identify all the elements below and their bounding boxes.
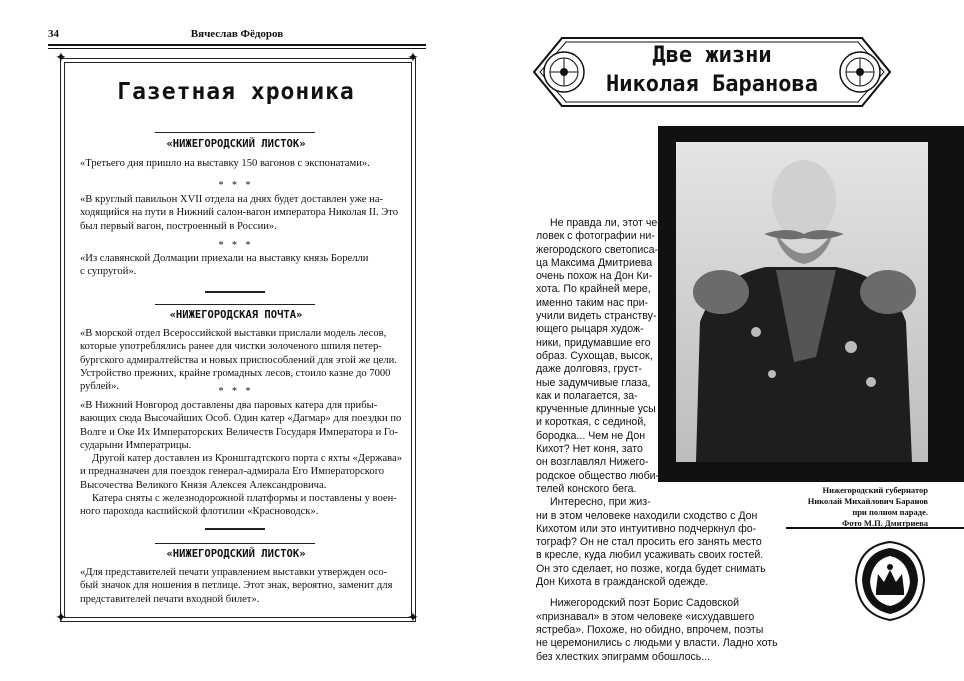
separator-stars: * * *: [218, 240, 254, 251]
page-number: 34: [48, 28, 59, 40]
source-heading: «НИЖЕГОРОДСКИЙ ЛИСТОК»: [166, 138, 306, 150]
running-author: Вячеслав Фёдоров: [190, 28, 284, 40]
source-heading: «НИЖЕГОРОДСКИЙ ЛИСТОК»: [166, 548, 306, 560]
source-rule: [155, 304, 315, 305]
chapter-banner: [532, 36, 892, 108]
chronicle-paragraph: «Третьего дня пришло на выставку 150 вагонов с экспонатами».: [80, 158, 370, 169]
divider-ornament: [205, 528, 265, 530]
chapter-title-line1: Две жизни: [652, 43, 772, 68]
chronicle-paragraph: «Для представителей печати управлением выставки утвержден осо- бый значок для ношения в петлице. Этот знак, вероятно, заменит для представителей печати входной билет».: [80, 567, 393, 605]
caption-rule: [786, 527, 964, 529]
corner-ornament-icon: ✦: [55, 611, 67, 626]
chronicle-paragraph: «Из славянской Долмации приехали на выставку князь Борелли с супругой».: [80, 253, 369, 278]
crown-emblem-icon: [852, 540, 928, 622]
photo-caption: Нижегородский губернатор Николай Михайлович Баранов при полном параде. Фото М.П. Дмитриева: [807, 485, 928, 528]
source-rule: [155, 543, 315, 544]
section-title: Газетная хроника: [117, 79, 355, 105]
chronicle-paragraph: «В круглый павильон XVII отдела на днях будет доставлен уже на- ходящийся на пути в Нижний салон-вагон императора Николая II. Это был первый вагон, построенный в России».: [80, 194, 399, 232]
header-rule: [48, 44, 426, 46]
source-rule: [155, 132, 315, 133]
corner-ornament-icon: ✦: [407, 51, 419, 66]
chronicle-paragraph: «В Нижний Новгород доставлены два паровых катера для прибы- вающих сюда Высочайших Особ. Один катер «Дагмар» для поездки по Волге и Оке Их Императорских Величеств Государя Императора и Го- сударыни Императрицы. Другой катер доставлен из Кронштадтского порта с яхты «Держава» и предназначен для поездок генерал-адмирала Его Императорского Высочества Великого Князя Алексея Александровича. Катера сняты с железнодорожной платформы и поставлены у воен- ного парохода каспийской флотилии «Красноводск».: [80, 400, 403, 518]
corner-ornament-icon: ✦: [407, 611, 419, 626]
separator-stars: * * *: [218, 180, 254, 191]
corner-ornament-icon: ✦: [55, 51, 67, 66]
header-rule-thin: [48, 48, 426, 49]
divider-ornament: [205, 291, 265, 293]
chapter-title-line2: Николая Баранова: [606, 72, 818, 97]
source-heading: «НИЖЕГОРОДСКАЯ ПОЧТА»: [169, 309, 303, 321]
running-header: [48, 18, 426, 46]
separator-stars: * * *: [218, 386, 254, 397]
chronicle-paragraph: «В морской отдел Всероссийской выставки прислали модель лесов, которые употреблялись ранее для чистки золоченого шпиля петер- бургского адмиралтейства и новых приспособлений для этой же цели. Устройство прежних, крайне громадных лесов, стоило казне до 7000 рублей».: [80, 328, 397, 393]
article-body: Не правда ли, этот че- ловек с фотографии ни- жегородского светописа- ца Максима Дмитриева очень похож на Дон Ки- хота. По крайней мере, именно таким нас при- учили видеть странству- ющего рыцаря худож- ники, придумавшие его образ. Сухощав, высок, даже долговяз, груст- ные задумчивые глаза, как и полагается, за- крученные длинные усы и короткая, с сединой, бородка... Чем не Дон Кихот? Нет коня, зато он возглавлял Нижего- родское общество люби- телей конского бега. Интересно, при жиз- ни в этом человеке находили сходство с Дон Кихотом или это интуитивно подчеркнул фо- тограф? Он не стал просить его занять место в кресле, куда любил усаживать своих гостей. Он это сделает, но позже, когда будет снимать Дон Кихота в гражданской одежде. Нижегородский поэт Борис Садовской «признавал» в этом человеке «исхудавшего ястреба». Похоже, но обидно, впрочем, поэты не церемонились с людьми у власти. Ладно хоть без хлестких эпиграмм обошлось...: [536, 217, 778, 663]
